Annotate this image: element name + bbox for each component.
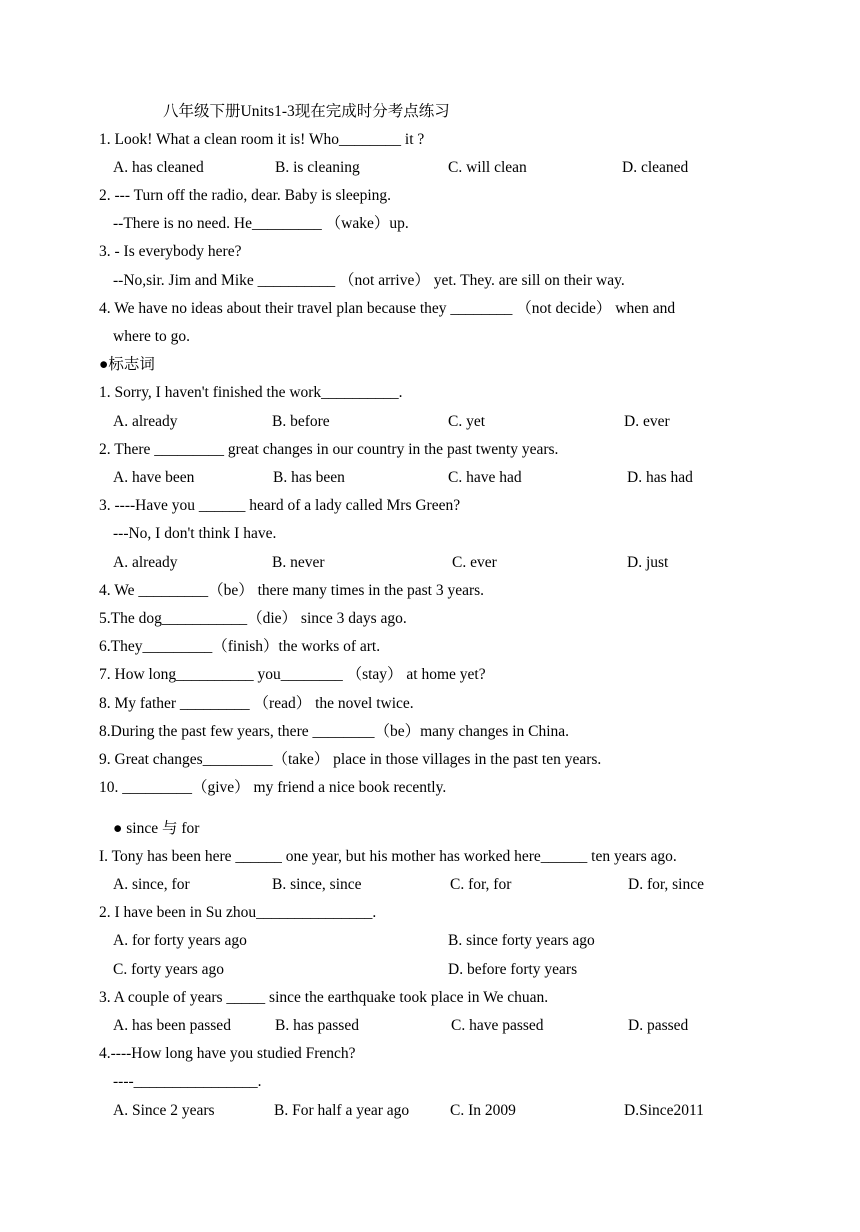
options-line bbox=[0, 1015, 860, 1037]
question-text: I. Tony has been here ______ one year, but his mother has worked here______ ten years ago. bbox=[99, 848, 677, 865]
option-c: C. have had bbox=[448, 469, 522, 486]
question-line bbox=[0, 241, 860, 263]
fill-in-text: 6.They_________（finish）the works of art. bbox=[99, 638, 381, 655]
option-b: B. has passed bbox=[275, 1017, 359, 1034]
section-heading-line bbox=[0, 818, 860, 840]
options-line bbox=[0, 1100, 860, 1122]
options-line bbox=[0, 874, 860, 896]
question-line bbox=[0, 987, 860, 1009]
section-heading-since-for: ● since 与 for bbox=[113, 820, 200, 837]
option-b: B. before bbox=[272, 413, 330, 430]
fill-in-text: 4. We _________（be） there many times in the past 3 years. bbox=[99, 582, 485, 599]
option-a: A. for forty years ago bbox=[113, 932, 247, 949]
option-a: A. has been passed bbox=[113, 1017, 231, 1034]
fill-in-line bbox=[0, 777, 860, 799]
question-sub-text: --No,sir. Jim and Mike __________ （not arrive） yet. They. are sill on their way. bbox=[113, 272, 625, 289]
fill-in-text: 5.The dog___________（die） since 3 days ago. bbox=[99, 610, 407, 627]
question-text: 1. Look! What a clean room it is! Who________ it ? bbox=[99, 131, 425, 148]
fill-in-line bbox=[0, 693, 860, 715]
question-sub-line bbox=[0, 1071, 860, 1093]
question-line bbox=[0, 902, 860, 924]
option-a: A. already bbox=[113, 554, 178, 571]
question-sub-line bbox=[0, 270, 860, 292]
fill-in-line bbox=[0, 721, 860, 743]
option-c: C. forty years ago bbox=[113, 961, 225, 978]
question-text: 4.----How long have you studied French? bbox=[99, 1045, 356, 1062]
fill-in-text: 8.During the past few years, there ________（be）many changes in China. bbox=[99, 723, 570, 740]
fill-in-line bbox=[0, 636, 860, 658]
fill-in-text: 8. My father _________ （read） the novel twice. bbox=[99, 695, 414, 712]
fill-in-line bbox=[0, 580, 860, 602]
question-text: 3. A couple of years _____ since the earthquake took place in We chuan. bbox=[99, 989, 549, 1006]
option-d: D. ever bbox=[624, 413, 670, 430]
question-line bbox=[0, 129, 860, 151]
option-d: D. just bbox=[627, 554, 669, 571]
option-c: C. will clean bbox=[448, 159, 527, 176]
question-line bbox=[0, 185, 860, 207]
option-c: C. have passed bbox=[451, 1017, 544, 1034]
options-line bbox=[0, 467, 860, 489]
option-c: C. for, for bbox=[450, 876, 512, 893]
options-line bbox=[0, 930, 860, 952]
option-a: A. has cleaned bbox=[113, 159, 204, 176]
options-line bbox=[0, 411, 860, 433]
option-d: D. cleaned bbox=[622, 159, 689, 176]
option-b: B. since forty years ago bbox=[448, 932, 595, 949]
question-line bbox=[0, 1043, 860, 1065]
option-a: A. Since 2 years bbox=[113, 1102, 215, 1119]
question-text: 2. I have been in Su zhou_______________. bbox=[99, 904, 377, 921]
question-line bbox=[0, 298, 860, 320]
option-c: C. ever bbox=[452, 554, 497, 571]
fill-in-line bbox=[0, 608, 860, 630]
fill-in-line bbox=[0, 749, 860, 771]
question-sub-line bbox=[0, 523, 860, 545]
question-sub-line bbox=[0, 213, 860, 235]
option-d: D.Since2011 bbox=[624, 1102, 704, 1119]
options-line bbox=[0, 959, 860, 981]
option-a: A. already bbox=[113, 413, 178, 430]
option-b: B. since, since bbox=[272, 876, 362, 893]
option-b: B. has been bbox=[273, 469, 345, 486]
fill-in-text: 9. Great changes_________（take） place in those villages in the past ten years. bbox=[99, 751, 602, 768]
question-text: 4. We have no ideas about their travel plan because they ________ （not decide） when and bbox=[99, 300, 676, 317]
fill-in-text: 10. _________（give） my friend a nice book recently. bbox=[99, 779, 447, 796]
worksheet-title: 八年级下册Units1-3现在完成时分考点练习 bbox=[163, 103, 450, 120]
option-b: B. is cleaning bbox=[275, 159, 360, 176]
option-a: A. have been bbox=[113, 469, 195, 486]
option-b: B. For half a year ago bbox=[274, 1102, 410, 1119]
option-c: C. yet bbox=[448, 413, 486, 430]
fill-in-text: 7. How long__________ you________ （stay） at home yet? bbox=[99, 666, 486, 683]
options-line bbox=[0, 157, 860, 179]
question-line bbox=[0, 382, 860, 404]
question-text: 2. --- Turn off the radio, dear. Baby is sleeping. bbox=[99, 187, 392, 204]
question-text: 1. Sorry, I haven't finished the work__________. bbox=[99, 384, 403, 401]
question-sub-line bbox=[0, 326, 860, 348]
option-d: D. for, since bbox=[628, 876, 704, 893]
question-sub-text: where to go. bbox=[113, 328, 191, 345]
section-heading-line bbox=[0, 354, 860, 376]
option-a: A. since, for bbox=[113, 876, 190, 893]
question-sub-text: ----________________. bbox=[113, 1073, 262, 1090]
question-line bbox=[0, 846, 860, 868]
question-sub-text: --There is no need. He_________ （wake）up. bbox=[113, 215, 409, 232]
question-text: 3. ----Have you ______ heard of a lady called Mrs Green? bbox=[99, 497, 461, 514]
question-text: 3. - Is everybody here? bbox=[99, 243, 242, 260]
options-line bbox=[0, 552, 860, 574]
question-sub-text: ---No, I don't think I have. bbox=[113, 525, 277, 542]
option-c: C. In 2009 bbox=[450, 1102, 516, 1119]
question-line bbox=[0, 495, 860, 517]
question-line bbox=[0, 439, 860, 461]
option-d: D. before forty years bbox=[448, 961, 578, 978]
option-d: D. has had bbox=[627, 469, 693, 486]
option-d: D. passed bbox=[628, 1017, 689, 1034]
option-b: B. never bbox=[272, 554, 325, 571]
section-heading-signal-words: ●标志词 bbox=[99, 356, 155, 373]
question-text: 2. There _________ great changes in our country in the past twenty years. bbox=[99, 441, 559, 458]
fill-in-line bbox=[0, 664, 860, 686]
worksheet-title-line bbox=[0, 101, 860, 123]
